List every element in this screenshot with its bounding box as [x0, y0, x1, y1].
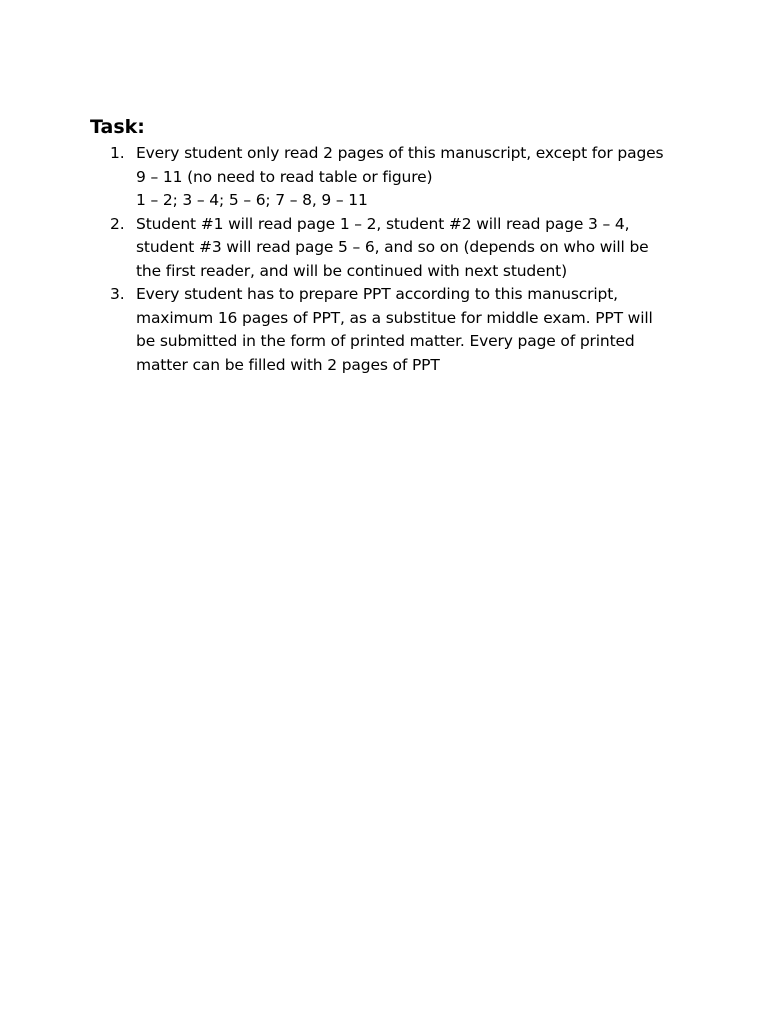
- task-line: student #3 will read page 5 – 6, and so on (depends on who will be: [136, 238, 649, 256]
- task-number: 3.: [110, 285, 125, 303]
- task-line: matter can be filled with 2 pages of PPT: [136, 355, 440, 374]
- task-line: Every student only read 2 pages of this manuscript, except for pages: [136, 144, 664, 162]
- task-line: 1 – 2; 3 – 4; 5 – 6; 7 – 8, 9 – 11: [136, 191, 368, 209]
- task-line: the first reader, and will be continued with next student): [136, 261, 567, 280]
- task-heading: Task:: [90, 116, 145, 138]
- task-line: 9 – 11 (no need to read table or figure): [136, 167, 433, 186]
- task-item-1: [90, 142, 690, 213]
- document-content: [90, 114, 690, 377]
- task-line: be submitted in the form of printed matter. Every page of printed: [136, 332, 635, 350]
- task-line: Every student has to prepare PPT according to this manuscript,: [136, 285, 618, 303]
- task-item-2: [90, 213, 690, 284]
- task-item-3: [90, 283, 690, 377]
- task-line: Student #1 will read page 1 – 2, student #2 will read page 3 – 4,: [136, 214, 630, 233]
- task-number: 1.: [110, 144, 125, 162]
- task-list: [90, 142, 690, 377]
- task-line: maximum 16 pages of PPT, as a substitue for middle exam. PPT will: [136, 308, 653, 327]
- task-number: 2.: [110, 214, 125, 233]
